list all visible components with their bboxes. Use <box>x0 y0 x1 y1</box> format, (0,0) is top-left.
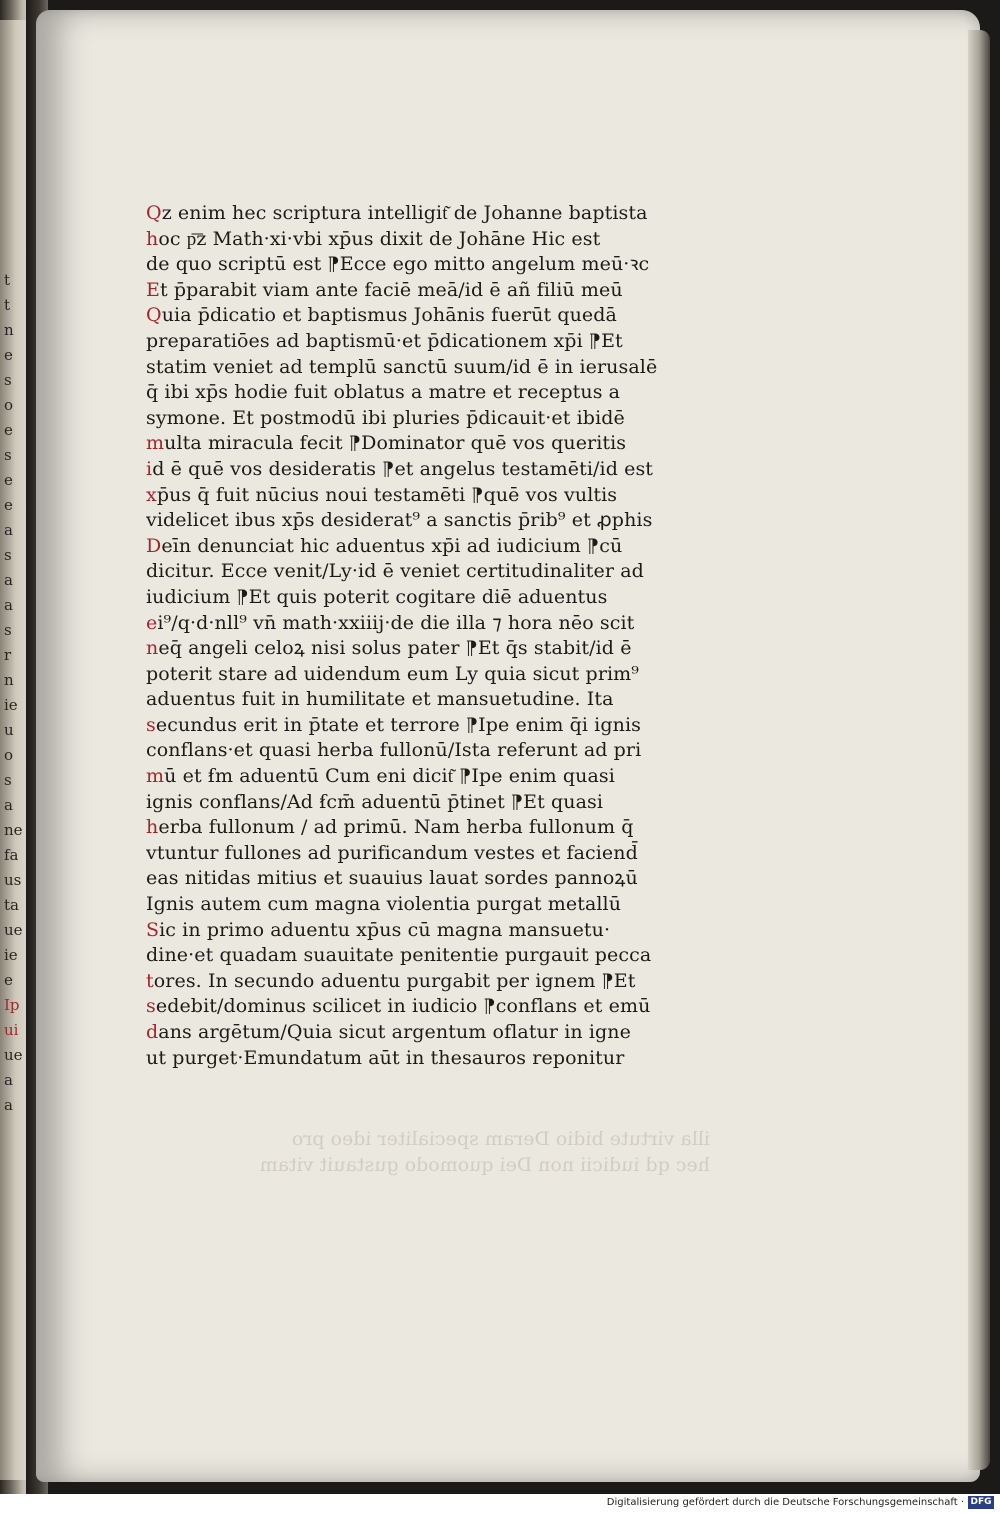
text-line: conflans·et quasi herba fullonū/Ista referunt ad pri <box>146 739 642 762</box>
left-page-fragment: s <box>4 446 12 464</box>
left-page-fragment: a <box>4 571 13 589</box>
text-line: Deīn denunciat hic aduentus xp̄i ad iudicium ⁋cū <box>146 534 623 557</box>
text-line: dans argētum/Quia sicut argentum oflatur in igne <box>146 1021 631 1043</box>
left-page-fragment: s <box>4 771 12 789</box>
text-line: hoc p͞z Math·xi·vbi xp̄us dixit de Johāne Hic est <box>146 227 601 250</box>
dfg-logo: DFG <box>968 1496 994 1509</box>
rubric-initial: d <box>146 1021 159 1043</box>
text-line: Quia p̄dicatio et baptismus Johānis fuerūt quedā <box>146 304 617 327</box>
footer-bar <box>0 1494 1000 1513</box>
left-page-fragment: a <box>4 796 13 814</box>
text-line: Qz enim hec scriptura intelligit͂ de Johanne baptista <box>146 202 648 224</box>
left-page-fragment: a <box>4 1096 13 1114</box>
text-line: ut purget·Emundatum aūt in thesauros reponitur <box>146 1046 625 1069</box>
left-page-fragment: ue <box>4 921 23 939</box>
rubric-initial: Q <box>146 304 162 327</box>
text-line: Et p̄parabit viam ante faciē meā/id ē añ filiū meū <box>146 278 623 301</box>
left-page-fragment: e <box>4 496 13 514</box>
left-page-fragment: fa <box>4 846 19 864</box>
left-page-fragment: us <box>4 871 22 889</box>
rubric-initial: E <box>146 278 160 301</box>
text-line: eas nitidas mitius et suauius lauat sordes pannoꝝū <box>146 867 638 890</box>
left-page-fragment: r <box>4 646 12 664</box>
text-line: statim veniet ad templū sanctū suum/id ē in ierusalē <box>146 355 658 378</box>
text-line: poterit stare ad uidendum eum Ly quia sicut prim⁹ <box>146 662 640 685</box>
left-page-fragment: a <box>4 521 13 539</box>
text-line: Ignis autem cum magna violentia purgat metallū <box>146 893 622 916</box>
left-page-fragment: Ip <box>4 996 20 1014</box>
left-page-fragment: ie <box>4 946 18 964</box>
left-page-fragment: u <box>4 721 14 739</box>
rubric-initial: s <box>146 995 156 1018</box>
text-line: ei⁹/q·d·nll⁹ vn̄ math·xxiiij·de die illa ⁊ hora nēo scit <box>146 611 635 634</box>
page-right-edge <box>968 30 990 1470</box>
left-page-fragment: e <box>4 421 13 439</box>
text-line: multa miracula fecit ⁋Dominator quē vos queritis <box>146 432 627 455</box>
rubric-initial: x <box>146 483 157 506</box>
text-line: dicitur. Ecce venit/Ly·id ē veniet certitudinaliter ad <box>146 560 644 583</box>
text-line: q̄ ibi xp̄s hodie fuit oblatus a matre et receptus a <box>146 381 621 404</box>
text-block <box>146 201 718 1071</box>
text-line: herba fullonum / ad primū. Nam herba fullonum q̄ <box>146 816 634 839</box>
left-page-fragment: ue <box>4 1046 23 1064</box>
left-page-fragment: o <box>4 746 14 764</box>
text-line: de quo scriptū est ⁋Ecce ego mitto angelum meū·ꝛc <box>146 253 650 276</box>
rubric-initial: Q <box>146 202 162 224</box>
left-page-fragment: t <box>4 271 11 289</box>
rubric-initial: n <box>146 637 159 660</box>
text-line: sedebit/dominus scilicet in iudicio ⁋conflans et emū <box>146 995 651 1018</box>
text-line: preparatiōes ad baptismū·et p̄dicationem xp̄i ⁋Et <box>146 329 623 352</box>
text-line: xp̄us q̄ fuit nūcius noui testamēti ⁋quē vos vultis <box>146 483 618 506</box>
text-line: neq̄ angeli celoꝝ nisi solus pater ⁋Et q̄s stabit/id ē <box>146 637 632 660</box>
left-page-fragment: o <box>4 396 14 414</box>
text-line: aduentus fuit in humilitate et mansuetudine. Ita <box>146 688 614 711</box>
text-line: Sic in primo aduentu xp̄us cū magna mansuetu· <box>146 918 611 941</box>
rubric-initial: s <box>146 713 156 736</box>
left-page-fragment: ta <box>4 896 19 914</box>
left-page-fragment: a <box>4 1071 13 1089</box>
left-page-fragment: n <box>4 671 14 689</box>
text-line: ignis conflans/Ad ẜcm̄ aduentū p̄tinet ⁋Et quasi <box>146 790 604 813</box>
text-line: secundus erit in p̄tate et terrore ⁋Ipe enim q̄i ignis <box>146 713 641 736</box>
left-page-fragment: e <box>4 471 13 489</box>
left-page-fragment: ie <box>4 696 18 714</box>
left-page-fragment: e <box>4 346 13 364</box>
left-page-fragment: s <box>4 546 12 564</box>
rubric-initial: m <box>146 432 165 455</box>
text-line: tores. In secundo aduentu purgabit per ignem ⁋Et <box>146 969 636 992</box>
left-page-fragment: s <box>4 371 12 389</box>
left-page-fragment: s <box>4 621 12 639</box>
rubric-initial: D <box>146 534 162 557</box>
left-page-fragment: n <box>4 321 14 339</box>
text-line: symone. Et postmodū ibi pluries p̄dicauit·et ibidē <box>146 406 625 429</box>
rubric-initial: i <box>146 457 153 480</box>
show-through-text: illa virtute bidio Deram specialiter ideo pro hec qd iudicii non Dei quomodo gustauit vitam <box>259 1128 710 1176</box>
rubric-initial: h <box>146 816 159 839</box>
rubric-initial: h <box>146 227 159 250</box>
text-line: vtuntur fullones ad purificandum vestes et faciend̄ <box>146 841 638 864</box>
left-page-fragment: t <box>4 296 11 314</box>
footer-credit: Digitalisierung gefördert durch die Deutsche Forschungsgemeinschaft · <box>606 1497 964 1508</box>
rubric-initial: m <box>146 765 165 788</box>
text-line: iudicium ⁋Et quis poterit cogitare diē aduentus <box>146 585 608 608</box>
rubric-initial: S <box>146 918 160 941</box>
left-page-fragment: a <box>4 596 13 614</box>
left-page-fragment: ui <box>4 1021 19 1039</box>
left-page-fragment: e <box>4 971 13 989</box>
rubric-initial: e <box>146 611 158 634</box>
text-line: dine·et quadam suauitate penitentie purgauit pecca <box>146 944 652 967</box>
left-page-strip <box>0 20 26 1480</box>
text-line: id ē quē vos desideratis ⁋et angelus testamēti/id est <box>146 457 654 480</box>
left-page-fragment: ne <box>4 821 23 839</box>
rubric-initial: t <box>146 969 154 992</box>
text-line: videlicet ibus xp̄s desiderat⁹ a sanctis p̄rib⁹ et ꝓphis <box>146 509 653 532</box>
text-line: mū et ẜm aduentū Cum eni dicit͂ ⁋Ipe enim quasi <box>146 765 615 788</box>
